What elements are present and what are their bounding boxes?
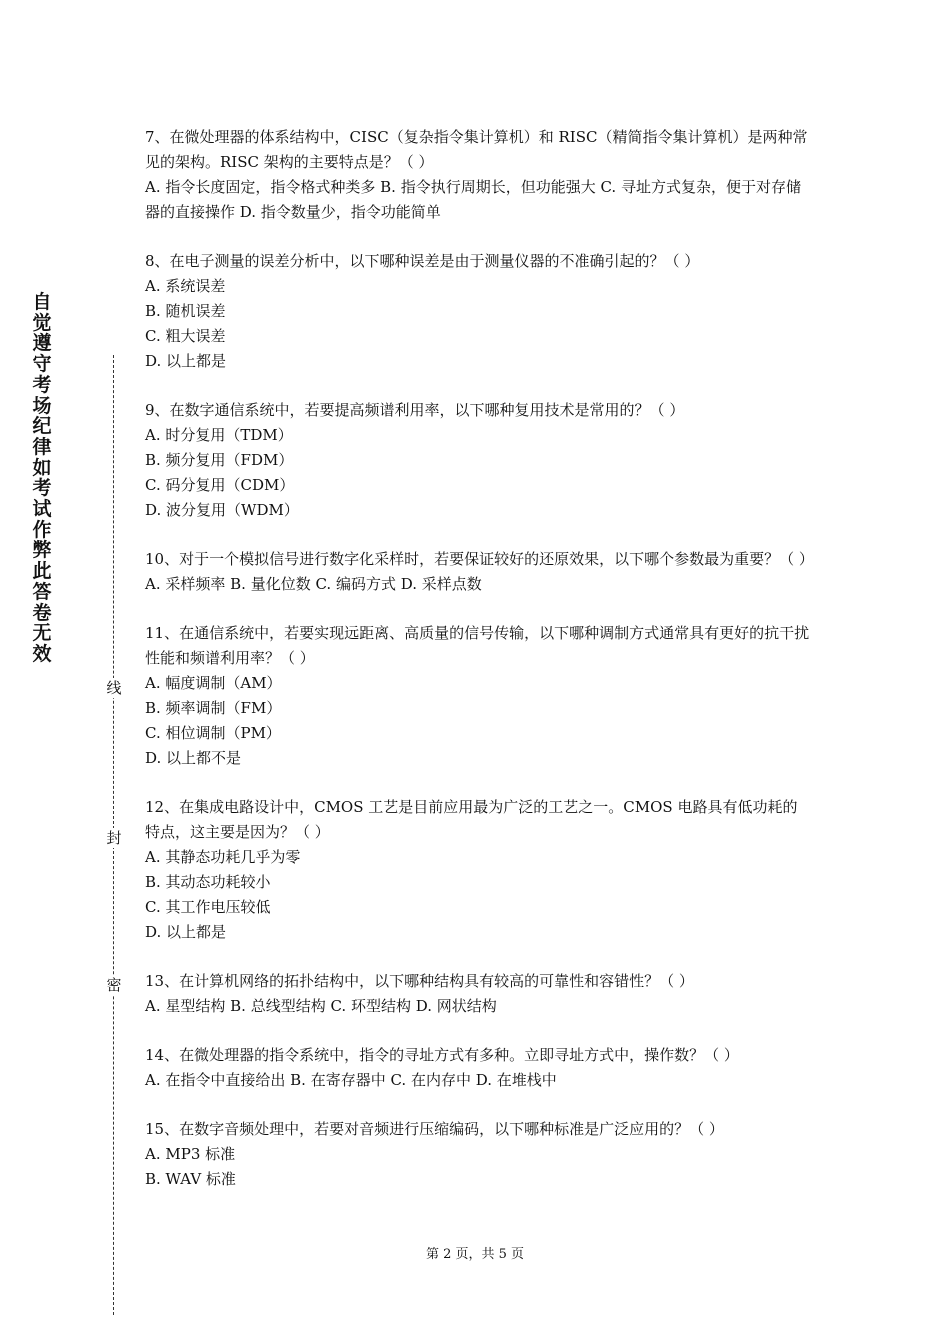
option-b: B. 其动态功耗较小: [145, 873, 271, 891]
binding-label-mi: 密: [104, 975, 124, 995]
option-b: B. 频分复用（FDM）: [145, 451, 294, 469]
page-number-footer: 第 2 页，共 5 页: [425, 1247, 525, 1262]
question-stem: 8、在电子测量的误差分析中，以下哪种误差是由于测量仪器的不准确引起的？（ ）: [145, 252, 700, 270]
question-options: A. 星型结构 B. 总线型结构 C. 环型结构 D. 网状结构: [145, 997, 497, 1015]
question-stem: 12、在集成电路设计中，CMOS 工艺是目前应用最为广泛的工艺之一。CMOS 电路具有低功耗的特点，这主要是因为？（ ）: [145, 798, 798, 841]
binding-label-feng: 封: [104, 828, 124, 848]
question-stem: 15、在数字音频处理中，若要对音频进行压缩编码，以下哪种标准是广泛应用的？（ ）: [145, 1120, 724, 1138]
option-a: A. 其静态功耗几乎为零: [145, 848, 301, 866]
question-9: [145, 398, 810, 523]
option-a: A. MP3 标准: [145, 1145, 236, 1163]
question-11: [145, 621, 810, 771]
question-15: [145, 1117, 810, 1192]
question-options: A. 在指令中直接给出 B. 在寄存器中 C. 在内存中 D. 在堆栈中: [145, 1071, 557, 1089]
option-b: B. 随机误差: [145, 302, 226, 320]
question-stem: 13、在计算机网络的拓扑结构中，以下哪种结构具有较高的可靠性和容错性？（ ）: [145, 972, 694, 990]
question-options: A. 采样频率 B. 量化位数 C. 编码方式 D. 采样点数: [145, 575, 482, 593]
binding-label-xian: 线: [104, 678, 124, 698]
option-c: C. 粗大误差: [145, 327, 226, 345]
question-7: [145, 125, 810, 225]
exam-discipline-notice: 自觉遵守考场纪律如考试作弊此答卷无效: [32, 291, 52, 665]
option-b: B. 频率调制（FM）: [145, 699, 282, 717]
option-d: D. 以上都是: [145, 923, 227, 941]
option-a: A. 幅度调制（AM）: [145, 674, 282, 692]
question-14: [145, 1043, 810, 1093]
question-8: [145, 249, 810, 374]
option-a: A. 时分复用（TDM）: [145, 426, 293, 444]
option-d: D. 以上都是: [145, 352, 227, 370]
question-stem: 10、对于一个模拟信号进行数字化采样时，若要保证较好的还原效果，以下哪个参数最为重要？（ ）: [145, 550, 814, 568]
question-stem: 9、在数字通信系统中，若要提高频谱利用率，以下哪种复用技术是常用的？（ ）: [145, 401, 685, 419]
question-13: [145, 969, 810, 1019]
question-12: [145, 795, 810, 945]
option-c: C. 相位调制（PM）: [145, 724, 281, 742]
question-options: A. 指令长度固定，指令格式种类多 B. 指令执行周期长，但功能强大 C. 寻址方式复杂，便于对存储器的直接操作 D. 指令数量少，指令功能简单: [145, 178, 801, 221]
option-c: C. 其工作电压较低: [145, 898, 271, 916]
option-c: C. 码分复用（CDM）: [145, 476, 295, 494]
question-stem: 14、在微处理器的指令系统中，指令的寻址方式有多种。立即寻址方式中，操作数？（ ）: [145, 1046, 739, 1064]
question-stem: 11、在通信系统中，若要实现远距离、高质量的信号传输，以下哪种调制方式通常具有更好的抗干扰性能和频谱利用率？（ ）: [145, 624, 810, 667]
option-d: D. 以上都不是: [145, 749, 242, 767]
question-list: [145, 125, 814, 1216]
option-b: B. WAV 标准: [145, 1170, 236, 1188]
option-a: A. 系统误差: [145, 277, 226, 295]
option-d: D. 波分复用（WDM）: [145, 501, 299, 519]
question-stem: 7、在微处理器的体系结构中，CISC（复杂指令集计算机）和 RISC（精简指令集计算机）是两种常见的架构。RISC 架构的主要特点是？（ ）: [145, 128, 808, 171]
question-10: [145, 547, 814, 597]
